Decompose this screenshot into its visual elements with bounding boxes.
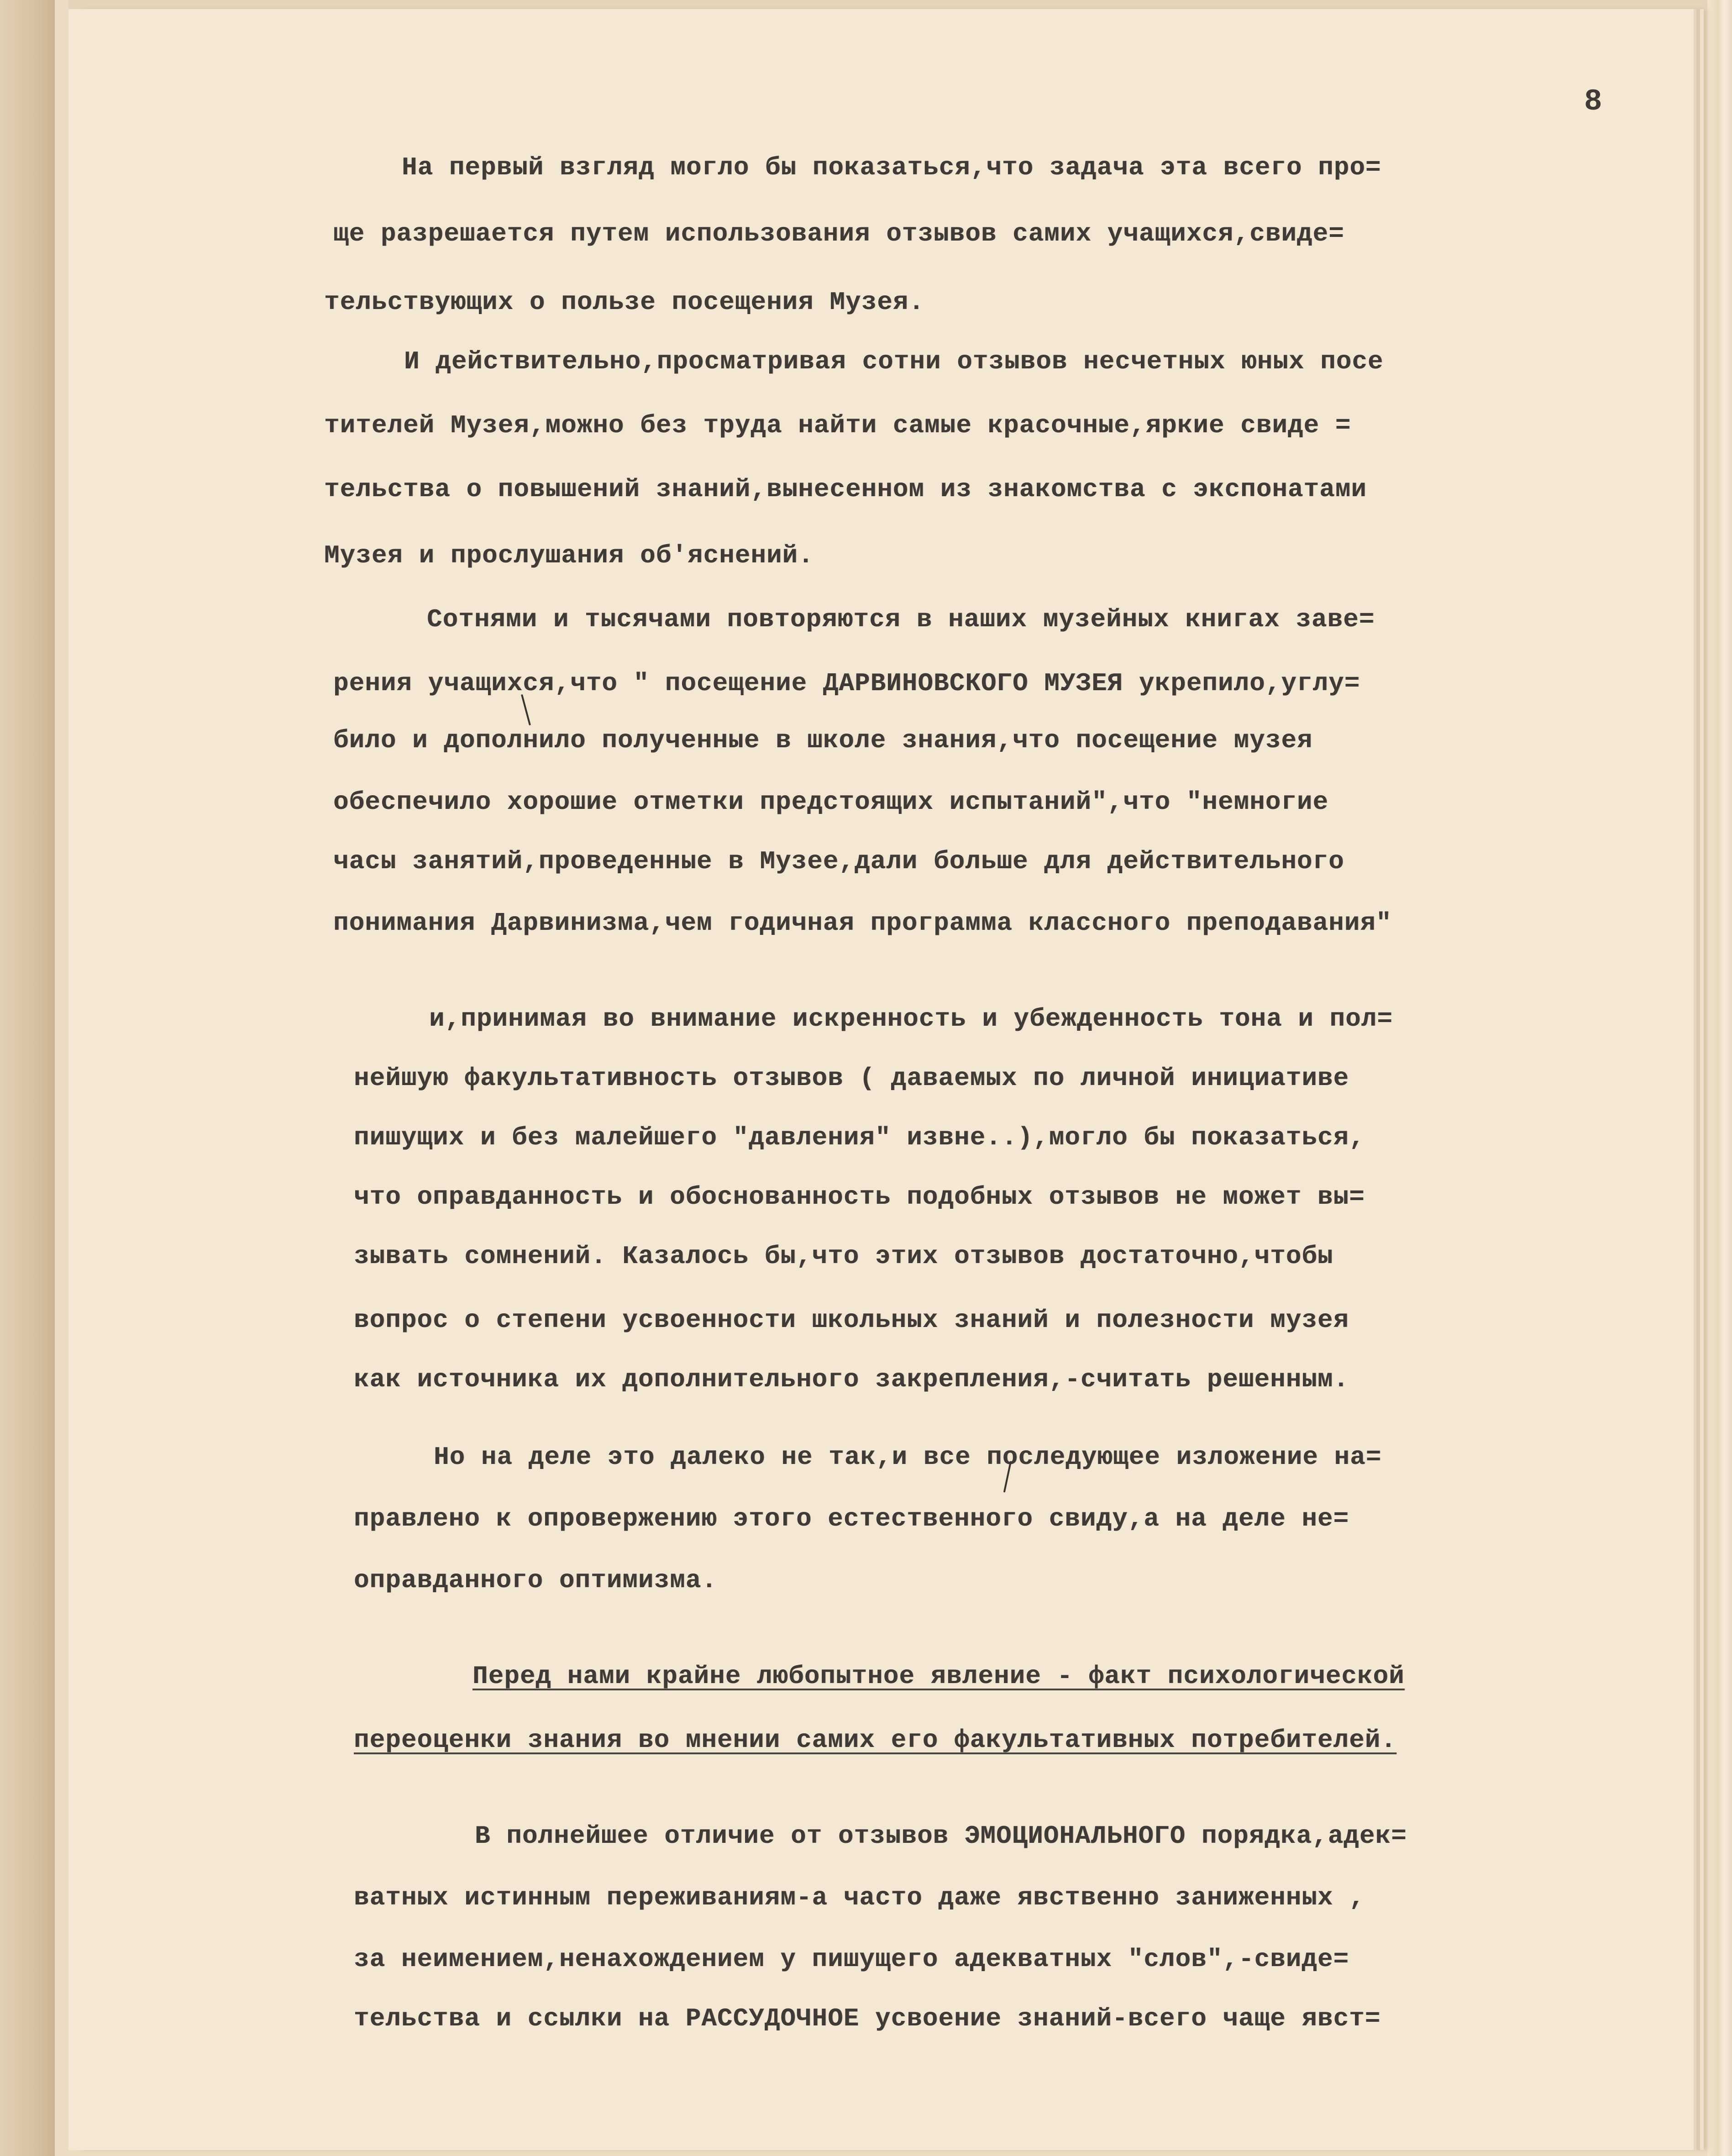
- text-line: и,принимая во внимание искренность и убежденность тона и пол=: [429, 1004, 1393, 1033]
- text-line: ватных истинным переживаниям-а часто даже явственно заниженных ,: [354, 1883, 1365, 1912]
- text-line: тельства о повышений знаний,вынесенном из знакомства с экспонатами: [324, 475, 1367, 504]
- text-line: понимания Дарвинизма,чем годичная программа классного преподавания": [333, 908, 1392, 938]
- text-line: Музея и прослушания об'яснений.: [324, 541, 814, 570]
- top-page-edge: [68, 0, 1707, 9]
- text-line: часы занятий,проведенные в Музее,дали больше для действительного: [333, 847, 1344, 876]
- text-line: тителей Музея,можно без труда найти самые красочные,яркие свиде =: [324, 411, 1351, 440]
- text-line: как источника их дополнительного закрепления,-считать решенным.: [354, 1365, 1349, 1394]
- text-line: Сотнями и тысячами повторяются в наших музейных книгах завe=: [427, 605, 1375, 634]
- text-line: правлено к опровержению этого естественного свиду,а на деле не=: [354, 1504, 1349, 1533]
- underlined-text-line: Перед нами крайне любопытное явление - факт психологической: [472, 1662, 1405, 1691]
- text-line: что оправданность и обоснованность подобных отзывов не может вы=: [354, 1182, 1365, 1212]
- underlined-text-line: переоценки знания во мнении самих его факультативных потребителей.: [354, 1726, 1396, 1755]
- binding-edge: [0, 0, 55, 2156]
- text-line: И действительно,просматривая сотни отзывов несчетных юных посе: [404, 347, 1384, 376]
- text-line: тельства и ссылки на РАССУДОЧНОЕ усвоение знаний-всего чаще явст=: [354, 2004, 1381, 2033]
- page-stack-edge: [1707, 0, 1732, 2156]
- text-line: На первый взгляд могло бы показаться,что задача эта всего про=: [402, 153, 1381, 182]
- text-line: Но на деле это далеко не так,и все последующее изложение на=: [434, 1443, 1382, 1472]
- text-line: било и дополнило полученные в школе знания,что посещение музея: [333, 726, 1313, 755]
- text-line: оправданного оптимизма.: [354, 1566, 717, 1595]
- page-number: 8: [1584, 84, 1602, 119]
- text-line: зывать сомнений. Казалось бы,что этих отзывов достаточно,чтобы: [354, 1242, 1333, 1271]
- text-line: нейшую факультативность отзывов ( даваемых по личной инициативе: [354, 1064, 1349, 1093]
- text-line: ще разрешается путем использования отзывов самих учащихся,свиде=: [333, 219, 1344, 248]
- text-line: пишущих и без малейшего "давления" извне..),могло бы показаться,: [354, 1123, 1365, 1152]
- text-line: обеспечило хорошие отметки предстоящих испытаний",что "немногие: [333, 787, 1329, 817]
- text-line: В полнейшее отличие от отзывов ЭМОЦИОНАЛЬНОГО порядка,адек=: [475, 1821, 1407, 1851]
- text-line: тельствующих о пользе посещения Музея.: [324, 288, 925, 317]
- text-line: рения учащихся,что " посещение ДАРВИНОВСКОГО МУЗЕЯ укрепило,углу=: [333, 669, 1360, 698]
- text-line: вопрос о степени усвоенности школьных знаний и полезности музея: [354, 1306, 1349, 1335]
- text-line: за неимением,ненахождением у пишущего адекватных "слов",-свиде=: [354, 1945, 1349, 1974]
